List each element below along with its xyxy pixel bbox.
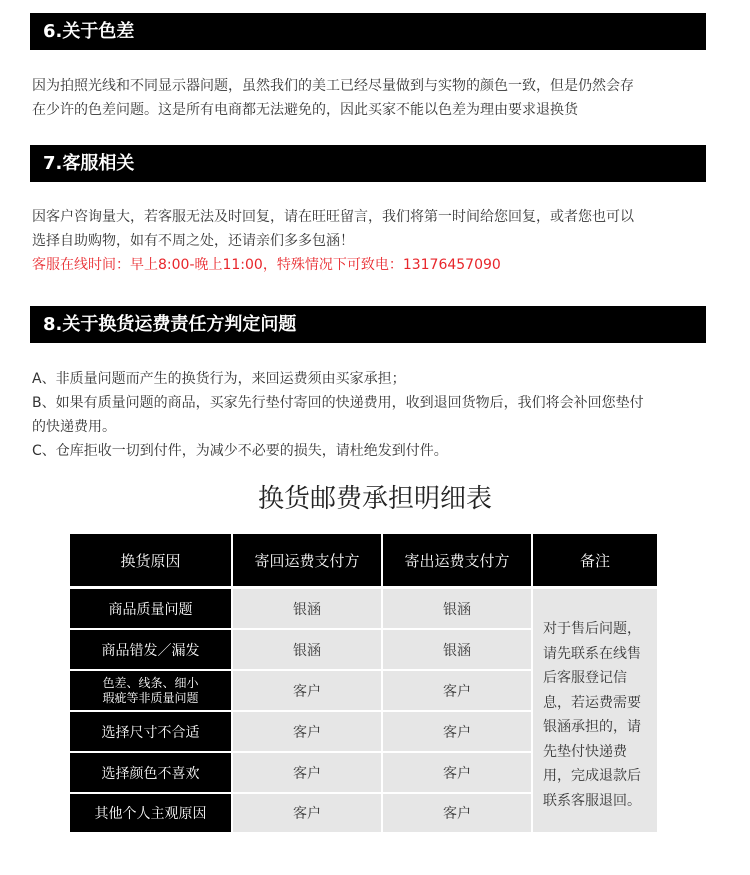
row-reason: 商品质量问题 (70, 589, 231, 628)
header-return-payer: 寄回运费支付方 (233, 534, 381, 586)
color-difference-text (32, 74, 722, 122)
text-line: C、仓库拒收一切到付件，为减少不必要的损失，请杜绝发到付件。 (32, 443, 448, 459)
section-heading-customer-service: 7.客服相关 (30, 145, 706, 182)
text-line: 选择自助购物，如有不周之处，还请亲们多多包涵！ (32, 233, 354, 249)
row-return-payer: 客户 (233, 794, 381, 832)
text-line: 的快递费用。 (32, 419, 116, 435)
row-return-payer: 银涵 (233, 630, 381, 669)
row-return-payer: 客户 (233, 712, 381, 751)
table-title: 换货邮费承担明细表 (257, 484, 492, 514)
row-reason: 选择尺寸不合适 (70, 712, 231, 751)
text-line: 因为拍照光线和不同显示器问题，虽然我们的美工已经尽量做到与实物的颜色一致，但是仍然会存 (32, 78, 634, 94)
header-note: 备注 (533, 534, 657, 586)
text-line: A、非质量问题而产生的换货行为，来回运费须由买家承担； (32, 371, 406, 387)
row-send-payer: 银涵 (383, 630, 531, 669)
note-cell: 对于售后问题，请先联系在线售后客服登记信息，若运费需要银涵承担的，请先垫付快递费用，完成退款后联系客服退回。 (533, 589, 657, 832)
shipping-responsibility-text (32, 367, 722, 463)
customer-service-text (32, 205, 722, 277)
row-send-payer: 客户 (383, 712, 531, 751)
row-send-payer: 客户 (383, 794, 531, 832)
row-return-payer: 银涵 (233, 589, 381, 628)
row-send-payer: 客户 (383, 753, 531, 792)
text-line: 因客户咨询量大，若客服无法及时回复，请在旺旺留言，我们将第一时间给您回复，或者您也可以 (32, 209, 634, 225)
row-reason: 其他个人主观原因 (70, 794, 231, 832)
row-reason: 选择颜色不喜欢 (70, 753, 231, 792)
section-heading-color-difference: 6.关于色差 (30, 13, 706, 50)
text-line: B、如果有质量问题的商品，买家先行垫付寄回的快递费用，收到退回货物后，我们将会补回您垫付 (32, 395, 644, 411)
header-reason: 换货原因 (70, 534, 231, 586)
row-reason (70, 671, 231, 710)
row-send-payer: 银涵 (383, 589, 531, 628)
row-return-payer: 客户 (233, 753, 381, 792)
reason-line: 瑕疵等非质量问题 (102, 690, 199, 705)
section-heading-shipping-responsibility: 8.关于换货运费责任方判定问题 (30, 306, 706, 343)
row-send-payer: 客户 (383, 671, 531, 710)
reason-line: 色差、线条、细小 (102, 675, 199, 690)
text-line: 在少许的色差问题。这是所有电商都无法避免的，因此买家不能以色差为理由要求退换货 (32, 102, 578, 118)
row-reason: 商品错发／漏发 (70, 630, 231, 669)
service-hours-highlight: 客服在线时间：早上8:00-晚上11:00，特殊情况下可致电：13176457090 (32, 257, 501, 273)
header-send-payer: 寄出运费支付方 (383, 534, 531, 586)
row-return-payer: 客户 (233, 671, 381, 710)
